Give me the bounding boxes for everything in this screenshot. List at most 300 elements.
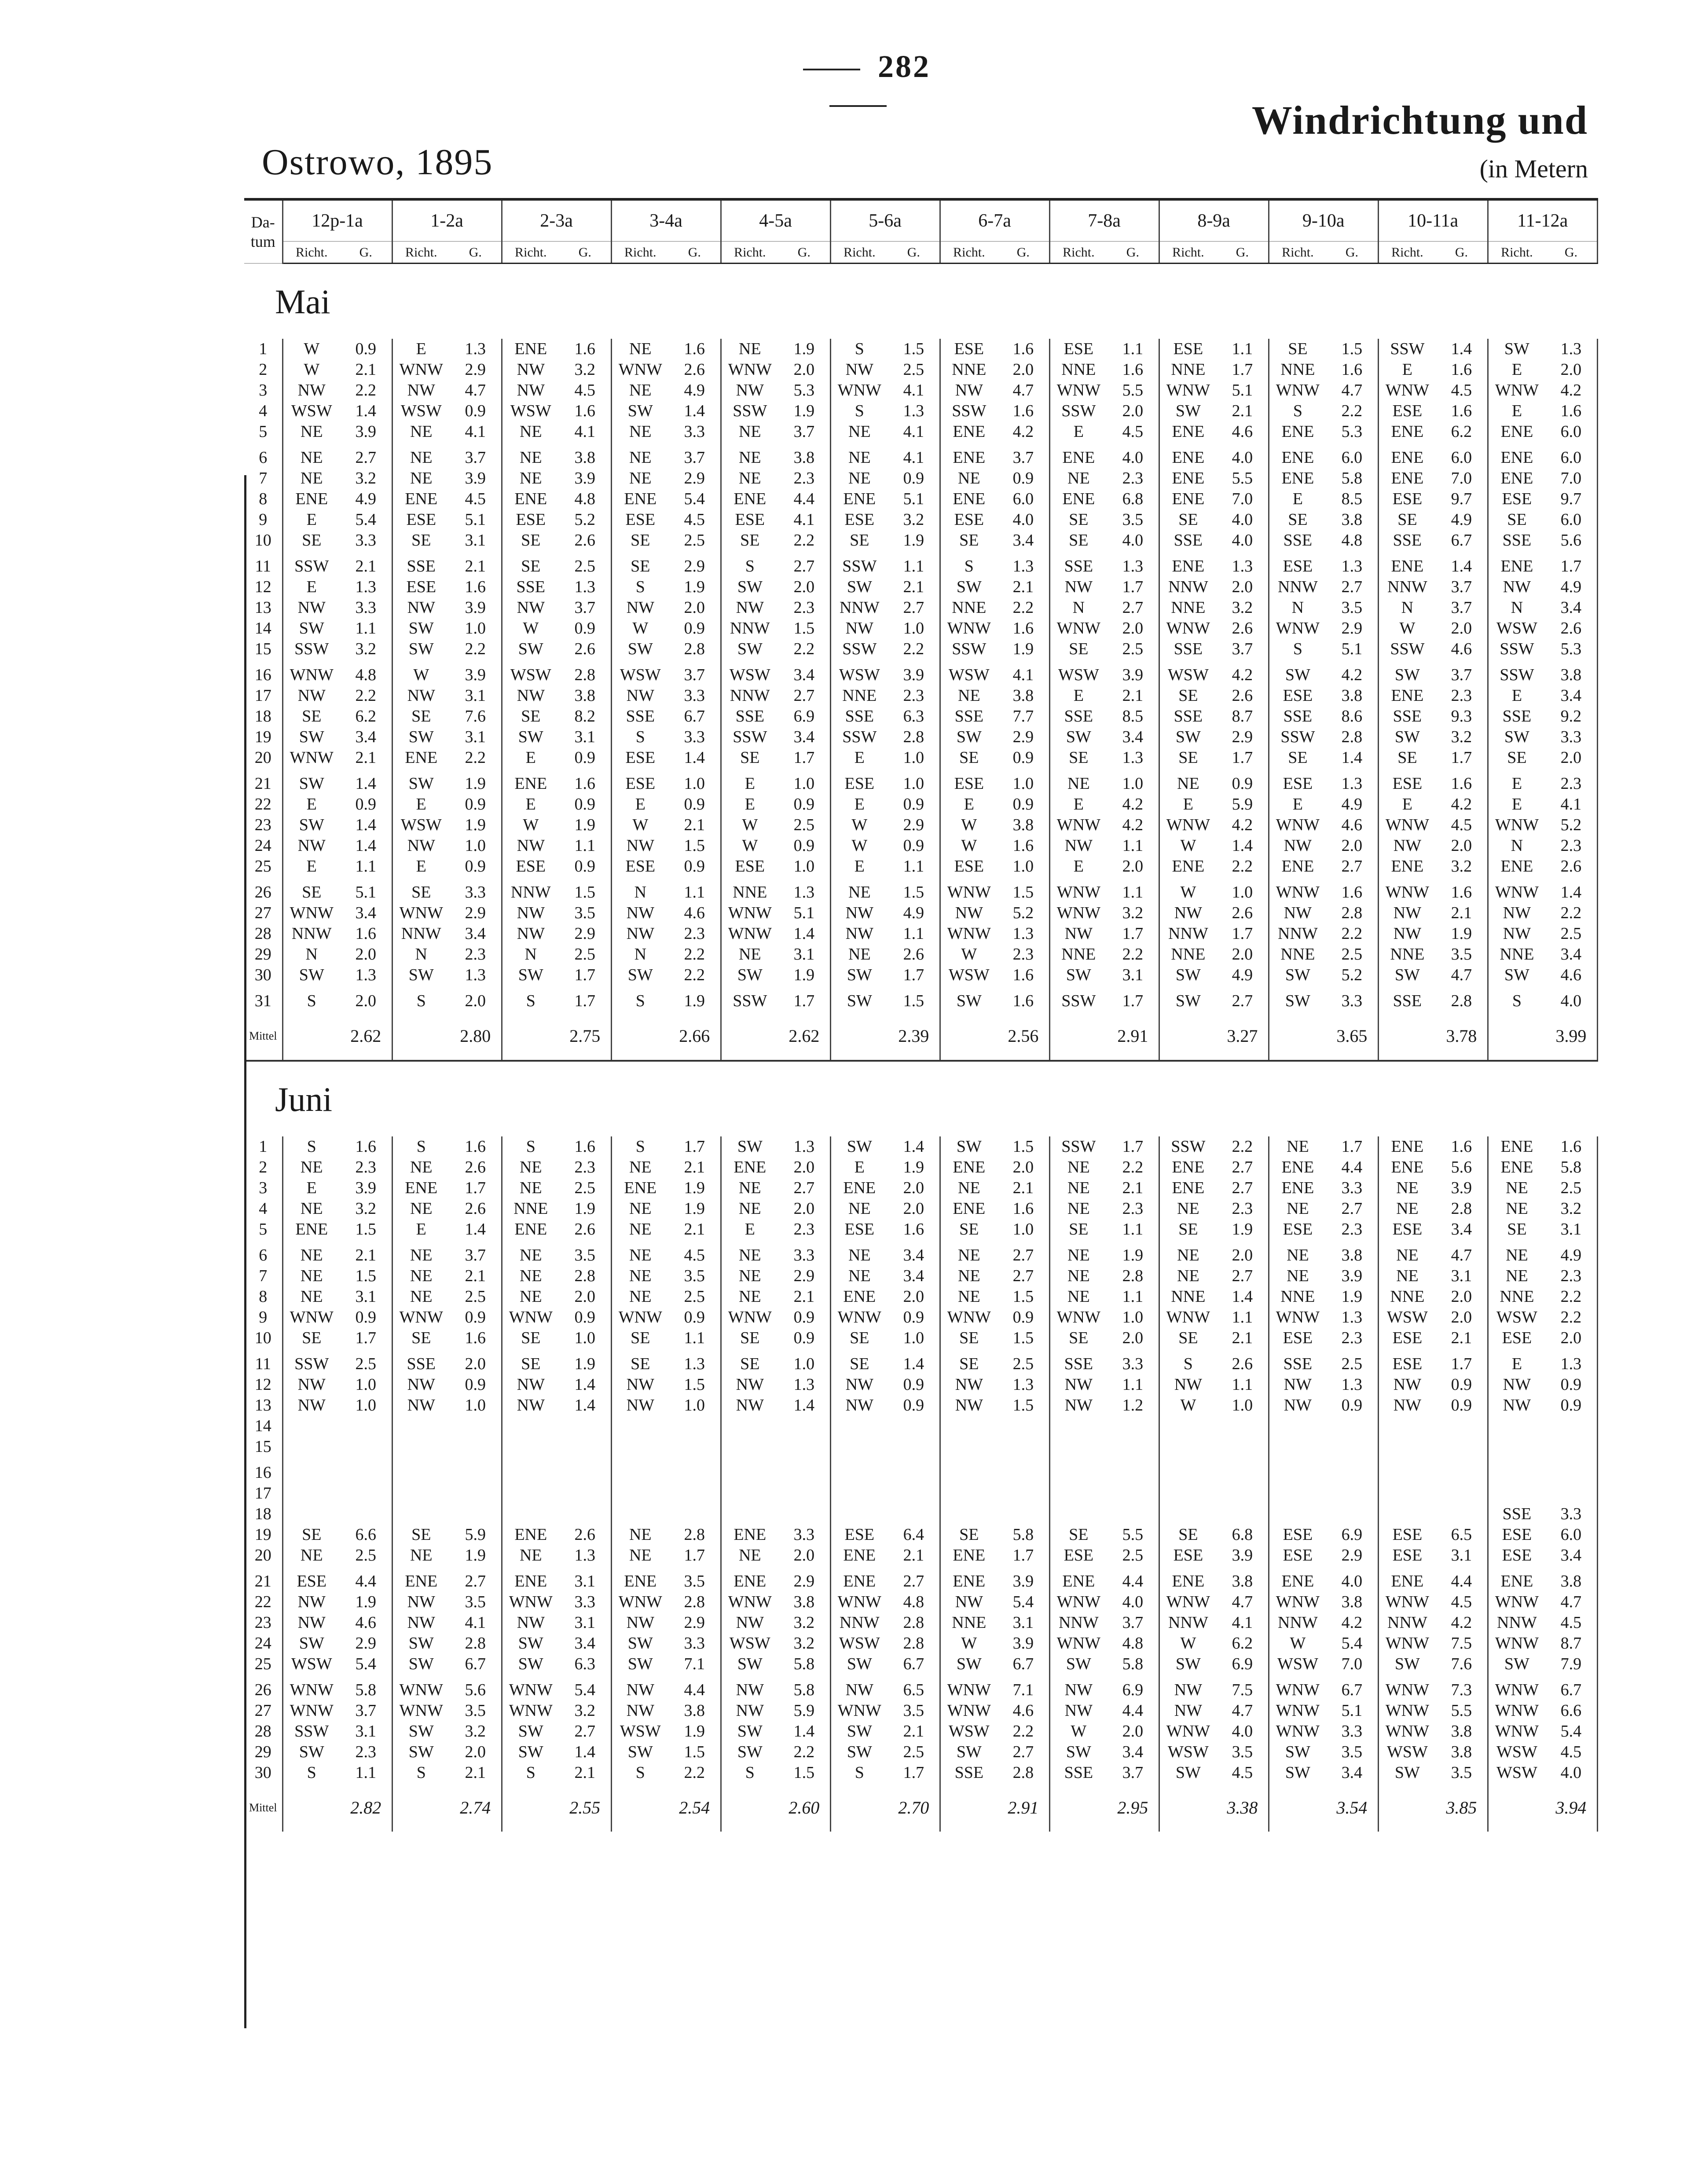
wind-direction: E — [1073, 857, 1084, 876]
wind-direction — [282, 1436, 340, 1457]
wind-direction: NW — [407, 1396, 435, 1414]
wind-speed: 1.6 — [559, 1136, 611, 1157]
wind-direction: NE — [958, 1287, 980, 1306]
wind-speed: 2.6 — [1545, 856, 1597, 877]
wind-direction: ESE — [1392, 1355, 1423, 1373]
wind-speed: 4.1 — [559, 421, 611, 442]
table-row — [244, 794, 1597, 815]
wind-direction: E — [416, 857, 426, 876]
wind-speed: 4.5 — [669, 509, 721, 530]
wind-direction — [940, 1504, 998, 1524]
wind-direction: ENE — [1281, 1572, 1314, 1590]
wind-direction: WNW — [1385, 1681, 1429, 1699]
wind-speed: 1.1 — [888, 856, 940, 877]
wind-direction: SSW — [733, 992, 767, 1010]
wind-direction: E — [964, 795, 974, 814]
wind-direction: SSW — [842, 557, 877, 575]
wind-speed: 1.0 — [1107, 1307, 1159, 1328]
wind-speed: 3.9 — [998, 1566, 1049, 1592]
wind-speed: 2.5 — [1107, 639, 1159, 660]
wind-speed: 1.0 — [888, 618, 940, 639]
table-row — [244, 1566, 1597, 1592]
wind-direction: WSW — [839, 1634, 880, 1653]
table-row — [244, 1307, 1597, 1328]
wind-direction: WNW — [618, 360, 662, 379]
wind-direction: SW — [627, 1655, 653, 1673]
wind-speed: 2.3 — [340, 1157, 392, 1178]
wind-direction: WNW — [1276, 816, 1320, 834]
wind-direction: E — [306, 795, 317, 814]
wind-direction: WNW — [1276, 1593, 1320, 1611]
wind-speed: 2.9 — [450, 903, 502, 923]
wind-speed: 8.5 — [1107, 706, 1159, 727]
wind-speed: 2.1 — [450, 551, 502, 577]
table-row — [244, 401, 1597, 421]
mean-row — [244, 1783, 1597, 1832]
wind-speed: 3.4 — [998, 530, 1049, 551]
wind-speed: 5.1 — [450, 509, 502, 530]
wind-speed: 3.1 — [559, 1566, 611, 1592]
wind-direction: NNE — [952, 360, 987, 379]
table-row — [244, 660, 1597, 685]
wind-direction: ENE — [514, 774, 547, 793]
wind-speed — [1326, 1457, 1378, 1483]
wind-speed: 4.6 — [1326, 815, 1378, 835]
wind-direction — [1159, 1457, 1217, 1483]
wind-direction: NW — [736, 1396, 764, 1414]
wind-direction: WNW — [837, 381, 881, 399]
wind-speed: 4.8 — [559, 489, 611, 509]
day-number: 27 — [244, 1700, 282, 1721]
wind-speed: 1.4 — [669, 748, 721, 768]
wind-speed: 4.2 — [1545, 380, 1597, 401]
wind-direction: NW — [297, 1593, 326, 1611]
wind-speed: 4.1 — [888, 421, 940, 442]
wind-direction: SSE — [1064, 1763, 1093, 1782]
wind-speed: 1.4 — [340, 401, 392, 421]
wind-speed: 7.1 — [669, 1654, 721, 1675]
wind-speed: 4.6 — [1217, 421, 1269, 442]
table-row — [244, 1592, 1597, 1612]
wind-speed: 1.5 — [998, 1395, 1049, 1416]
wind-speed: 3.5 — [1107, 509, 1159, 530]
wind-direction: NE — [519, 1246, 542, 1264]
wind-speed: 1.5 — [998, 1328, 1049, 1349]
speed-subheader: G. — [669, 242, 721, 264]
wind-direction: ENE — [953, 1158, 986, 1176]
wind-direction: NW — [626, 1375, 654, 1394]
table-row — [244, 1545, 1597, 1566]
wind-direction: SW — [518, 1722, 543, 1741]
wind-direction: W — [632, 816, 649, 834]
wind-direction: NW — [517, 381, 545, 399]
wind-direction: ESE — [735, 510, 765, 529]
wind-direction: SE — [959, 1525, 979, 1544]
month-heading-row — [244, 1061, 1597, 1136]
wind-speed: 3.5 — [1436, 944, 1488, 965]
wind-direction: SSW — [1500, 640, 1534, 658]
wind-speed: 2.3 — [1326, 1219, 1378, 1240]
wind-speed: 4.1 — [998, 660, 1049, 685]
wind-speed: 1.7 — [340, 1328, 392, 1349]
wind-speed: 1.4 — [1436, 339, 1488, 359]
wind-speed: 2.5 — [559, 551, 611, 577]
wind-direction — [1488, 1436, 1545, 1457]
wind-speed: 3.3 — [1107, 1349, 1159, 1374]
month-name: Juni — [275, 1080, 333, 1118]
wind-direction: SE — [521, 531, 541, 550]
wind-speed: 4.9 — [1326, 794, 1378, 815]
wind-speed: 3.3 — [669, 1633, 721, 1654]
direction-subheader: Richt. — [611, 242, 669, 264]
wind-direction: E — [1073, 795, 1084, 814]
wind-speed: 3.2 — [888, 509, 940, 530]
wind-speed — [1107, 1416, 1159, 1436]
wind-direction: ENE — [624, 1572, 657, 1590]
wind-speed: 2.3 — [888, 685, 940, 706]
wind-speed: 2.0 — [450, 1742, 502, 1763]
wind-direction: SW — [1066, 966, 1091, 984]
wind-speed: 1.9 — [1326, 1286, 1378, 1307]
wind-speed: 5.9 — [778, 1700, 830, 1721]
wind-direction: NW — [517, 598, 545, 617]
wind-speed: 2.2 — [340, 380, 392, 401]
wind-direction: E — [1402, 360, 1413, 379]
wind-speed: 4.2 — [1217, 815, 1269, 835]
wind-speed: 2.3 — [1107, 1198, 1159, 1219]
wind-direction: NE — [519, 448, 542, 467]
wind-direction: NNE — [1500, 945, 1534, 964]
wind-speed — [450, 1457, 502, 1483]
wind-speed: 3.4 — [1107, 1742, 1159, 1763]
wind-direction: SSW — [952, 402, 987, 420]
wind-direction: NE — [1506, 1267, 1528, 1285]
wind-speed: 1.5 — [1326, 339, 1378, 359]
wind-direction: SE — [302, 707, 322, 726]
wind-speed: 2.7 — [1217, 1157, 1269, 1178]
wind-speed: 3.2 — [559, 359, 611, 380]
wind-direction: NE — [410, 1246, 433, 1264]
wind-direction: NE — [1287, 1199, 1309, 1218]
wind-speed: 0.9 — [669, 794, 721, 815]
wind-direction: NE — [410, 1199, 433, 1218]
wind-direction: WNW — [509, 1308, 553, 1327]
hour-header: 4-5a — [721, 199, 830, 242]
wind-direction: NW — [1064, 578, 1093, 596]
wind-direction: ENE — [1500, 1572, 1533, 1590]
wind-speed: 3.4 — [778, 727, 830, 748]
wind-speed: 2.0 — [778, 1198, 830, 1219]
wind-direction: NE — [629, 469, 652, 487]
wind-direction: SW — [1504, 1655, 1529, 1673]
wind-speed: 4.0 — [1326, 1566, 1378, 1592]
wind-speed: 2.5 — [340, 1349, 392, 1374]
wind-direction — [1488, 1483, 1545, 1504]
wind-direction — [1378, 1504, 1436, 1524]
day-number: 5 — [244, 421, 282, 442]
wind-speed: 3.7 — [1217, 639, 1269, 660]
wind-direction: WNW — [1056, 883, 1100, 901]
wind-direction: WNW — [1166, 619, 1210, 638]
wind-direction: SSW — [1061, 1137, 1096, 1156]
wind-direction: ENE — [1391, 1137, 1424, 1156]
wind-speed: 2.6 — [450, 1157, 502, 1178]
wind-direction — [611, 1483, 669, 1504]
wind-speed: 3.4 — [778, 660, 830, 685]
wind-direction: W — [1290, 1634, 1306, 1653]
wind-speed: 2.5 — [1326, 944, 1378, 965]
mean-spacer — [1378, 1011, 1436, 1061]
wind-direction: NW — [626, 904, 654, 922]
wind-direction: NW — [517, 836, 545, 855]
wind-speed: 2.9 — [559, 923, 611, 944]
wind-speed: 3.9 — [559, 468, 611, 489]
wind-direction: NW — [955, 381, 983, 399]
wind-speed: 1.6 — [450, 577, 502, 597]
direction-subheader: Richt. — [1488, 242, 1545, 264]
wind-direction: NE — [848, 1267, 871, 1285]
wind-direction: S — [1293, 640, 1302, 658]
wind-speed: 3.7 — [1107, 1763, 1159, 1783]
table-row — [244, 1157, 1597, 1178]
speed-subheader: G. — [450, 242, 502, 264]
wind-speed: 2.2 — [1545, 1286, 1597, 1307]
wind-speed: 1.4 — [1545, 877, 1597, 903]
wind-speed: 2.6 — [450, 1198, 502, 1219]
wind-speed: 6.0 — [1545, 421, 1597, 442]
day-number: 18 — [244, 706, 282, 727]
wind-speed: 1.7 — [888, 965, 940, 986]
wind-direction: NNE — [1280, 1287, 1315, 1306]
wind-speed — [1326, 1504, 1378, 1524]
station-title: Ostrowo, 1895 — [262, 142, 493, 183]
wind-direction: NW — [626, 1701, 654, 1720]
wind-direction: NE — [1396, 1179, 1419, 1197]
wind-speed — [778, 1416, 830, 1436]
wind-direction: SW — [847, 1722, 872, 1741]
wind-direction: NE — [848, 945, 871, 964]
wind-speed: 7.0 — [1217, 489, 1269, 509]
wind-direction — [830, 1504, 888, 1524]
wind-speed: 3.4 — [1545, 1545, 1597, 1566]
wind-speed: 5.1 — [888, 489, 940, 509]
wind-speed: 5.4 — [340, 1654, 392, 1675]
wind-speed: 3.8 — [559, 442, 611, 468]
day-number: 10 — [244, 530, 282, 551]
table-row — [244, 1524, 1597, 1545]
wind-speed: 1.0 — [450, 835, 502, 856]
wind-direction: WNW — [1385, 1701, 1429, 1720]
wind-direction: SW — [627, 640, 653, 658]
wind-speed — [1436, 1457, 1488, 1483]
wind-direction — [1269, 1483, 1326, 1504]
wind-speed: 5.5 — [1107, 1524, 1159, 1545]
wind-direction: ESE — [625, 857, 656, 876]
day-number: 26 — [244, 1675, 282, 1700]
table-row — [244, 944, 1597, 965]
wind-speed: 1.6 — [669, 339, 721, 359]
wind-speed: 1.5 — [888, 339, 940, 359]
wind-speed: 2.0 — [778, 359, 830, 380]
wind-direction: E — [1292, 490, 1303, 508]
wind-speed: 0.9 — [450, 401, 502, 421]
wind-speed — [1217, 1416, 1269, 1436]
wind-speed: 6.9 — [1326, 1524, 1378, 1545]
wind-speed: 6.7 — [1326, 1675, 1378, 1700]
wind-direction: ENE — [1500, 1158, 1533, 1176]
wind-speed: 4.0 — [1107, 1592, 1159, 1612]
mean-label: Mittel — [244, 1011, 282, 1061]
wind-speed — [888, 1416, 940, 1436]
wind-direction: WNW — [1276, 619, 1320, 638]
wind-direction: W — [742, 836, 758, 855]
wind-direction — [940, 1436, 998, 1457]
wind-direction: W — [851, 816, 868, 834]
wind-direction: ENE — [1391, 469, 1424, 487]
day-number: 4 — [244, 1198, 282, 1219]
wind-direction: NE — [738, 1546, 761, 1565]
wind-speed: 2.0 — [1217, 1240, 1269, 1266]
wind-speed: 3.2 — [1436, 727, 1488, 748]
wind-direction: SW — [1285, 992, 1310, 1010]
hour-header: 5-6a — [830, 199, 940, 242]
wind-direction: E — [1511, 686, 1522, 705]
wind-direction — [502, 1416, 559, 1436]
wind-direction: ESE — [1392, 1525, 1423, 1544]
wind-speed: 3.1 — [450, 685, 502, 706]
wind-speed: 4.5 — [1436, 380, 1488, 401]
wind-direction: NNW — [1497, 1613, 1537, 1632]
wind-direction — [392, 1436, 450, 1457]
wind-speed: 2.6 — [1217, 685, 1269, 706]
day-number: 14 — [244, 1416, 282, 1436]
wind-direction: ESE — [1392, 774, 1423, 793]
wind-speed: 2.8 — [1107, 1266, 1159, 1286]
wind-direction: WNW — [1276, 1701, 1320, 1720]
wind-speed: 2.0 — [1545, 359, 1597, 380]
wind-speed: 1.1 — [559, 835, 611, 856]
wind-direction: SE — [1507, 510, 1527, 529]
wind-direction: NW — [297, 1375, 326, 1394]
day-number: 20 — [244, 748, 282, 768]
wind-direction: WNW — [618, 1308, 662, 1327]
table-row — [244, 923, 1597, 944]
wind-direction: E — [744, 795, 755, 814]
wind-speed — [559, 1457, 611, 1483]
wind-direction: NW — [1503, 1375, 1531, 1394]
wind-direction: W — [1180, 836, 1196, 855]
wind-direction: SE — [302, 1329, 322, 1347]
wind-direction — [1488, 1416, 1545, 1436]
wind-speed: 4.7 — [1217, 1592, 1269, 1612]
wind-direction: SSW — [1171, 1137, 1206, 1156]
wind-direction: NNW — [1168, 578, 1208, 596]
wind-speed: 0.9 — [998, 748, 1049, 768]
wind-speed: 1.7 — [778, 986, 830, 1011]
wind-direction: WNW — [1276, 1308, 1320, 1327]
wind-speed: 8.5 — [1326, 489, 1378, 509]
wind-speed: 3.4 — [1545, 597, 1597, 618]
wind-direction: NW — [1064, 924, 1093, 943]
table-row — [244, 1721, 1597, 1742]
wind-speed: 1.9 — [450, 815, 502, 835]
wind-direction: W — [961, 816, 977, 834]
wind-direction: S — [307, 1137, 316, 1156]
wind-direction: SW — [408, 966, 434, 984]
wind-speed: 1.0 — [450, 1395, 502, 1416]
wind-speed — [888, 1457, 940, 1483]
wind-direction — [392, 1416, 450, 1436]
wind-speed: 1.3 — [1326, 1307, 1378, 1328]
wind-direction: SSE — [1393, 531, 1422, 550]
wind-direction: NW — [845, 1396, 873, 1414]
wind-speed: 2.0 — [1545, 1328, 1597, 1349]
wind-speed: 1.5 — [669, 1742, 721, 1763]
wind-direction: ENE — [733, 1525, 766, 1544]
wind-direction: ENE — [1281, 448, 1314, 467]
speed-subheader: G. — [340, 242, 392, 264]
wind-speed: 1.0 — [998, 1219, 1049, 1240]
wind-speed: 5.2 — [1545, 815, 1597, 835]
wind-speed: 5.4 — [559, 1675, 611, 1700]
wind-direction: SE — [411, 707, 431, 726]
wind-speed: 1.1 — [669, 877, 721, 903]
wind-direction — [1159, 1483, 1217, 1504]
wind-speed: 2.7 — [1217, 986, 1269, 1011]
wind-speed: 3.3 — [778, 1240, 830, 1266]
header-row-hours — [244, 199, 1597, 242]
wind-direction: WNW — [947, 619, 991, 638]
wind-direction: SSW — [294, 557, 329, 575]
hour-header: 3-4a — [611, 199, 721, 242]
wind-speed: 2.3 — [1217, 1198, 1269, 1219]
wind-direction: SW — [408, 1655, 434, 1673]
wind-direction: WNW — [1495, 816, 1539, 834]
mean-spacer — [1159, 1783, 1217, 1832]
day-number: 22 — [244, 794, 282, 815]
wind-speed: 1.6 — [1326, 877, 1378, 903]
wind-direction: NW — [297, 836, 326, 855]
day-number: 7 — [244, 468, 282, 489]
wind-speed: 2.2 — [450, 748, 502, 768]
wind-speed: 1.4 — [778, 1721, 830, 1742]
wind-direction: ENE — [1391, 557, 1424, 575]
wind-direction: SE — [1069, 510, 1089, 529]
wind-speed: 4.9 — [1436, 509, 1488, 530]
wind-speed: 2.5 — [1326, 1349, 1378, 1374]
table-row — [244, 1436, 1597, 1457]
wind-direction: WNW — [1166, 816, 1210, 834]
wind-direction: NW — [1064, 1701, 1093, 1720]
wind-direction: S — [1293, 402, 1302, 420]
wind-speed: 0.9 — [888, 794, 940, 815]
wind-direction: NW — [1284, 836, 1312, 855]
table-row — [244, 965, 1597, 986]
wind-direction: NW — [1284, 1396, 1312, 1414]
wind-speed: 3.3 — [778, 1524, 830, 1545]
wind-speed: 2.9 — [340, 1633, 392, 1654]
wind-speed: 2.5 — [888, 1742, 940, 1763]
wind-speed: 3.3 — [669, 421, 721, 442]
wind-speed: 4.4 — [778, 489, 830, 509]
wind-direction: SE — [1069, 640, 1089, 658]
wind-direction: SW — [737, 578, 763, 596]
wind-speed: 3.5 — [450, 1592, 502, 1612]
wind-speed — [559, 1416, 611, 1436]
wind-direction: SSE — [1393, 707, 1422, 726]
wind-direction: E — [1511, 402, 1522, 420]
wind-speed — [1545, 1483, 1597, 1504]
